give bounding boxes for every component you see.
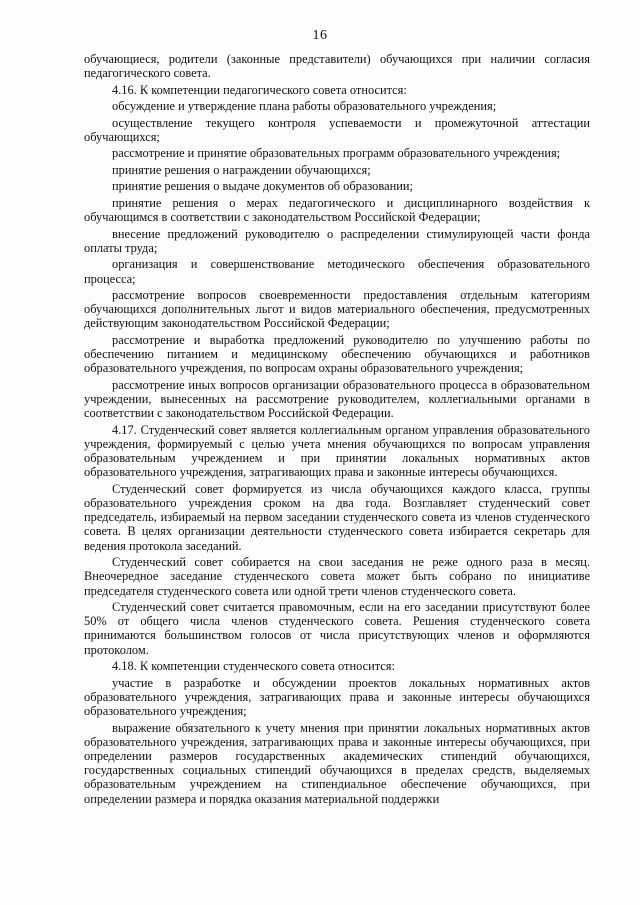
list-item: рассмотрение вопросов своевременности предоставления отдельным категориям обучающихся дополнительных льгот и видов материального обеспечения, предусмотренных действующим законодательством Российской Федерации; <box>84 288 590 331</box>
paragraph: Студенческий совет считается правомочным, если на его заседании присутствуют более 50% от общего числа членов студенческого совета. Решения студенческого совета принимаются большинством голосов от числа присутствующих членов и оформляются протоколом. <box>84 600 590 657</box>
list-item: рассмотрение и принятие образовательных программ образовательного учреждения; <box>112 146 561 161</box>
section-heading-4-16: 4.16. К компетенции педагогического совета относится: <box>112 82 407 97</box>
paragraph: Студенческий совет формируется из числа обучающихся каждого класса, группы образовательного учреждения сроком на два года. Возглавляет студенческий совет председатель, избираемый на первом заседании студенческого совета из членов студенческого совета. В целях организации деятельности студенческого совета избирается секретарь для ведения протокола заседаний. <box>84 481 590 553</box>
section-heading-4-18: 4.18. К компетенции студенческого совета относится: <box>112 659 395 674</box>
list-item: выражение обязательного к учету мнения при принятии локальных нормативных актов образовательного учреждения, затрагивающих права и законные интересы обучающихся, при определении размеров государственных академических стипендий обучающихся, государственных социальных стипендий обучающихся в пределах средств, выделяемых образовательным учреждением на стипендиальное обеспечение обучающихся, при определении размера и порядка оказания материальной поддержки <box>84 720 590 806</box>
list-item: организация и совершенствование методического обеспечения образовательного процесса; <box>84 257 590 286</box>
list-item: участие в разработке и обсуждении проектов локальных нормативных актов образовательного учреждения, затрагивающих права и законные интересы обучающихся образовательного учреждения; <box>84 675 590 719</box>
paragraph: Студенческий совет собирается на свои заседания не реже одного раза в месяц. Внеочередное заседание студенческого совета может быть собрано по инициативе председателя студенческого совета или одной трети членов студенческого совета. <box>84 555 590 598</box>
list-item: внесение предложений руководителю о распределении стимулирующей части фонда оплаты труда; <box>84 226 590 255</box>
list-item: обсуждение и утверждение плана работы образовательного учреждения; <box>112 99 497 114</box>
list-item: рассмотрение и выработка предложений руководителю по улучшению работы по обеспечению питанием и медицинскому обеспечению обучающихся и работников образовательного учреждения, по вопросам охраны образовательного учреждения; <box>84 332 590 376</box>
paragraph-continuation: обучающиеся, родители (законные представители) обучающихся при наличии согласия педагогического совета. <box>84 52 590 81</box>
list-item: принятие решения о выдаче документов об образовании; <box>112 179 413 194</box>
list-item: рассмотрение иных вопросов организации образовательного процесса в образовательном учреждении, вынесенных на рассмотрение руководителем, коллегиальными органами в соответствии с законодательством Российской Федерации. <box>84 377 590 421</box>
list-item: осуществление текущего контроля успеваемости и промежуточной аттестации обучающихся; <box>84 115 590 144</box>
document-body <box>84 52 590 808</box>
list-item: принятие решения о мерах педагогического и дисциплинарного воздействия к обучающимся в соответствии с законодательством Российской Федерации; <box>84 195 590 225</box>
list-item: принятие решения о награждении обучающихся; <box>112 162 371 177</box>
page-number: 16 <box>312 28 328 43</box>
section-paragraph-4-17: 4.17. Студенческий совет является коллегиальным органом управления образовательного учреждения, формируемый с целью учета мнения обучающихся по вопросам управления образовательным учреждением и при принятии локальных нормативных актов образовательного учреждения, затрагивающих права и законные интересы обучающихся. <box>84 422 590 480</box>
